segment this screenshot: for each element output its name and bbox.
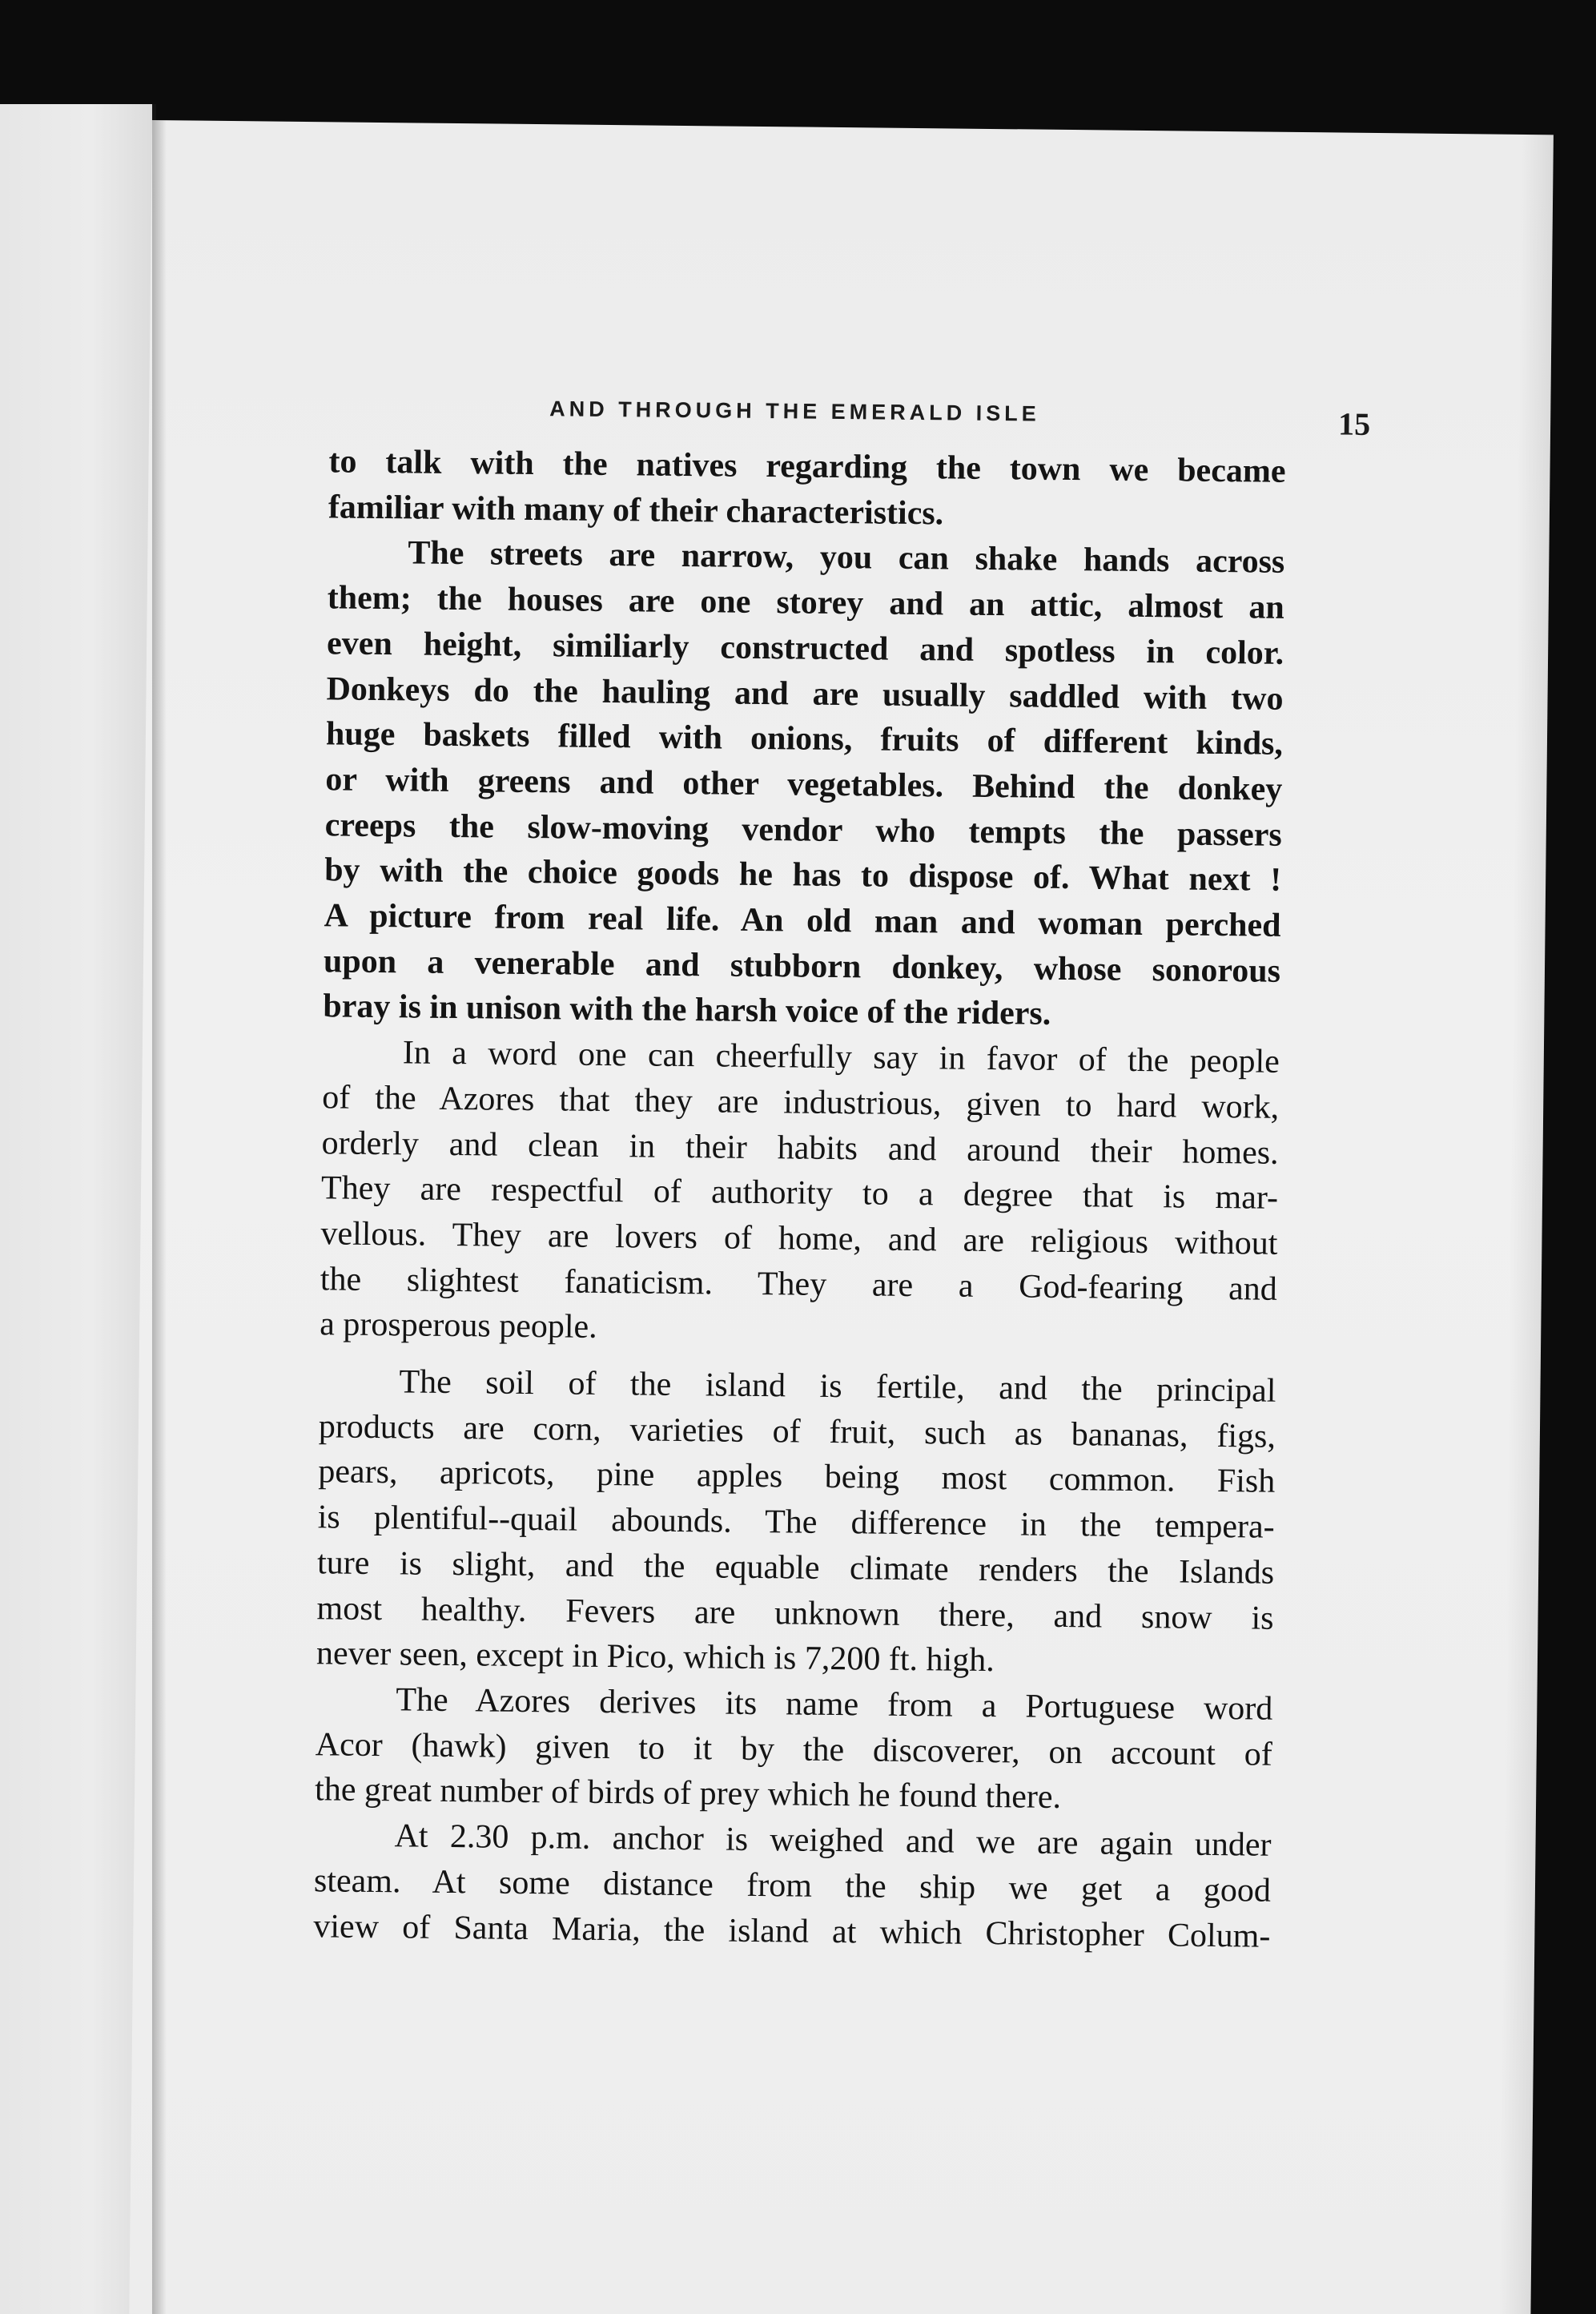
text-line: a prosperous people. <box>320 1306 597 1346</box>
binding-gutter-shadow <box>152 120 167 2314</box>
text-line: most healthy. Fevers are unknown there, and snow is <box>316 1589 1274 1637</box>
text-line: by with the choice goods he has to dispose of. What next ! <box>324 851 1282 899</box>
paragraph-5 <box>315 1676 1273 1823</box>
text-line: never seen, except in Pico, which is 7,200 ft. high. <box>316 1635 995 1680</box>
text-line: They are respectful of authority to a degree that is mar- <box>320 1169 1279 1217</box>
text-line: of the Azores that they are industrious, given to hard work, <box>321 1079 1280 1126</box>
text-line: even height, similiarly constructed and spotless in color. <box>326 625 1284 672</box>
page-number: 15 <box>1337 405 1371 442</box>
text-line: ture is slight, and the equable climate renders the Islands <box>316 1544 1275 1592</box>
text-line: the slightest fanaticism. They are a God-fearing and <box>320 1260 1278 1308</box>
text-line: In a word one can cheerfully say in favor of the people <box>402 1034 1280 1081</box>
paragraph-4 <box>316 1358 1276 1686</box>
text-line: At 2.30 p.m. anchor is weighed and we are again under <box>394 1817 1272 1864</box>
text-line: vellous. They are lovers of home, and are religious without <box>320 1215 1278 1262</box>
body-text <box>313 439 1286 1959</box>
text-line: is plentiful--quail abounds. The difference in the tempera- <box>317 1499 1275 1546</box>
text-line: products are corn, varieties of fruit, such as bananas, figs, <box>318 1408 1276 1455</box>
paragraph-6 <box>313 1813 1272 1959</box>
text-line: A picture from real life. An old man and woman perched <box>324 897 1281 944</box>
text-line: creeps the slow-moving vendor who tempts the passers <box>324 806 1282 854</box>
text-line: the great number of birds of prey which he found there. <box>314 1771 1062 1817</box>
text-line: huge baskets filled with onions, fruits of different kinds, <box>325 715 1284 763</box>
text-line: them; the houses are one storey and an attic, almost an <box>327 579 1284 626</box>
text-line: pears, apricots, pine apples being most common. Fish <box>318 1453 1276 1501</box>
text-line: Donkeys do the hauling and are usually saddled with two <box>326 670 1284 718</box>
text-line: to talk with the natives regarding the town we became <box>328 443 1286 490</box>
paragraph-3 <box>320 1029 1280 1357</box>
text-line: orderly and clean in their habits and around their homes. <box>321 1124 1279 1172</box>
text-line: upon a venerable and stubborn donkey, whose sonorous <box>323 943 1281 990</box>
text-line: view of Santa Maria, the island at which Christopher Colum- <box>313 1907 1271 1955</box>
text-line: The streets are narrow, you can shake hands across <box>408 534 1285 582</box>
paragraph-2 <box>323 530 1284 1040</box>
text-line: The soil of the island is fertile, and the principal <box>399 1363 1276 1410</box>
text-line: steam. At some distance from the ship we get a good <box>313 1862 1272 1910</box>
running-head: AND THROUGH THE EMERALD ISLE <box>549 396 1040 426</box>
text-line: or with greens and other vegetables. Behind the donkey <box>325 761 1283 808</box>
page-edge-shadow <box>1498 135 1554 2314</box>
text-line: bray is in unison with the harsh voice of the riders. <box>323 988 1051 1033</box>
text-line: familiar with many of their characteristics. <box>328 489 944 533</box>
text-line: Acor (hawk) given to it by the discoverer, on account of <box>315 1725 1272 1773</box>
text-line: The Azores derives its name from a Portuguese word <box>396 1681 1273 1728</box>
book-page <box>129 120 1554 2314</box>
paragraph-1 <box>328 439 1286 540</box>
